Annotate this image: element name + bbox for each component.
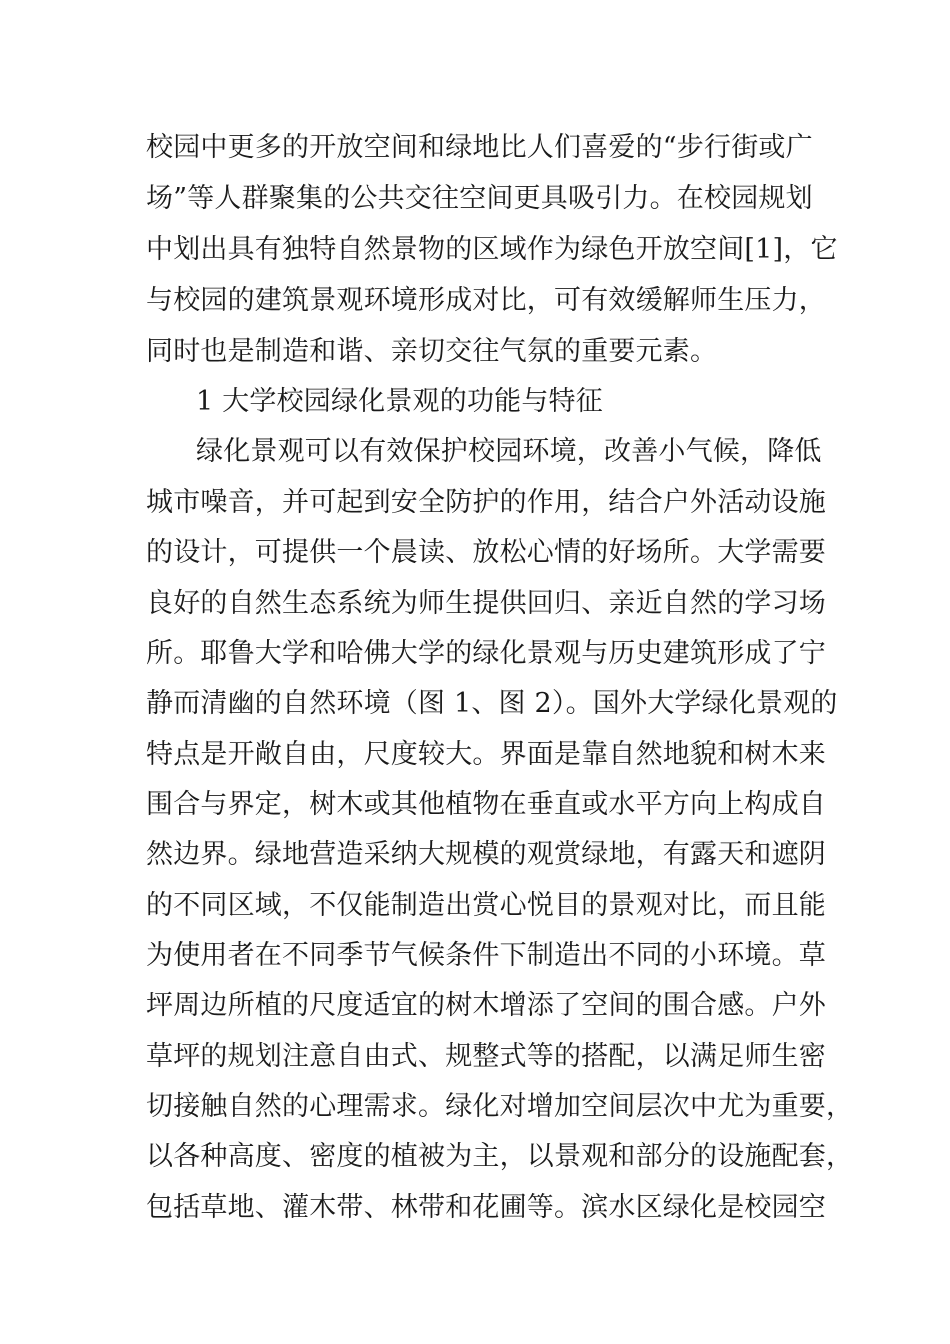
paragraph-1-line-4: 与校园的建筑景观环境形成对比，可有效缓解师生压力， [146,285,826,316]
paragraph-2-line-7: 特点是开敞自由，尺度较大。界面是靠自然地貌和树木来 [146,739,826,770]
paragraph-1-line-3: 中划出具有独特自然景物的区域作为绿色开放空间[1]，它 [146,234,838,265]
paragraph-1-line-2: 场”等人群聚集的公共交往空间更具吸引力。在校园规划 [146,183,813,214]
paragraph-2-line-5: 所。耶鲁大学和哈佛大学的绿化景观与历史建筑形成了宁 [146,638,826,669]
paragraph-1-line-1: 校园中更多的开放空间和绿地比人们喜爱的“步行街或广 [146,132,813,163]
paragraph-2-line-12: 坪周边所植的尺度适宜的树木增添了空间的围合感。户外 [146,990,826,1021]
paragraph-2-line-9: 然边界。绿地营造采纳大规模的观赏绿地，有露天和遮阴 [146,839,826,870]
paragraph-2-line-15: 以各种高度、密度的植被为主，以景观和部分的设施配套， [146,1141,854,1172]
paragraph-1-line-5: 同时也是制造和谐、亲切交往气氛的重要元素。 [146,336,718,367]
paragraph-2-line-8: 围合与界定，树木或其他植物在垂直或水平方向上构成自 [146,789,826,820]
paragraph-2-line-14: 切接触自然的心理需求。绿化对增加空间层次中尤为重要， [146,1091,854,1122]
paragraph-2-line-13: 草坪的规划注意自由式、规整式等的搭配，以满足师生密 [146,1041,826,1072]
paragraph-2-line-6: 静而清幽的自然环境（图 1、图 2）。国外大学绿化景观的 [146,688,838,719]
paragraph-2-line-2: 城市噪音，并可起到安全防护的作用，结合户外活动设施 [146,487,826,518]
paragraph-2-line-1: 绿化景观可以有效保护校园环境，改善小气候，降低 [196,436,822,467]
paragraph-2-line-4: 良好的自然生态系统为师生提供回归、亲近自然的学习场 [146,588,826,619]
paragraph-2-line-10: 的不同区域，不仅能制造出赏心悦目的景观对比，而且能 [146,890,826,921]
paragraph-2-line-11: 为使用者在不同季节气候条件下制造出不同的小环境。草 [146,940,826,971]
paragraph-2-line-3: 的设计，可提供一个晨读、放松心情的好场所。大学需要 [146,537,826,568]
section-heading: 1 大学校园绿化景观的功能与特征 [196,386,603,417]
paragraph-2-line-16: 包括草地、灌木带、林带和花圃等。滨水区绿化是校园空 [146,1192,826,1223]
